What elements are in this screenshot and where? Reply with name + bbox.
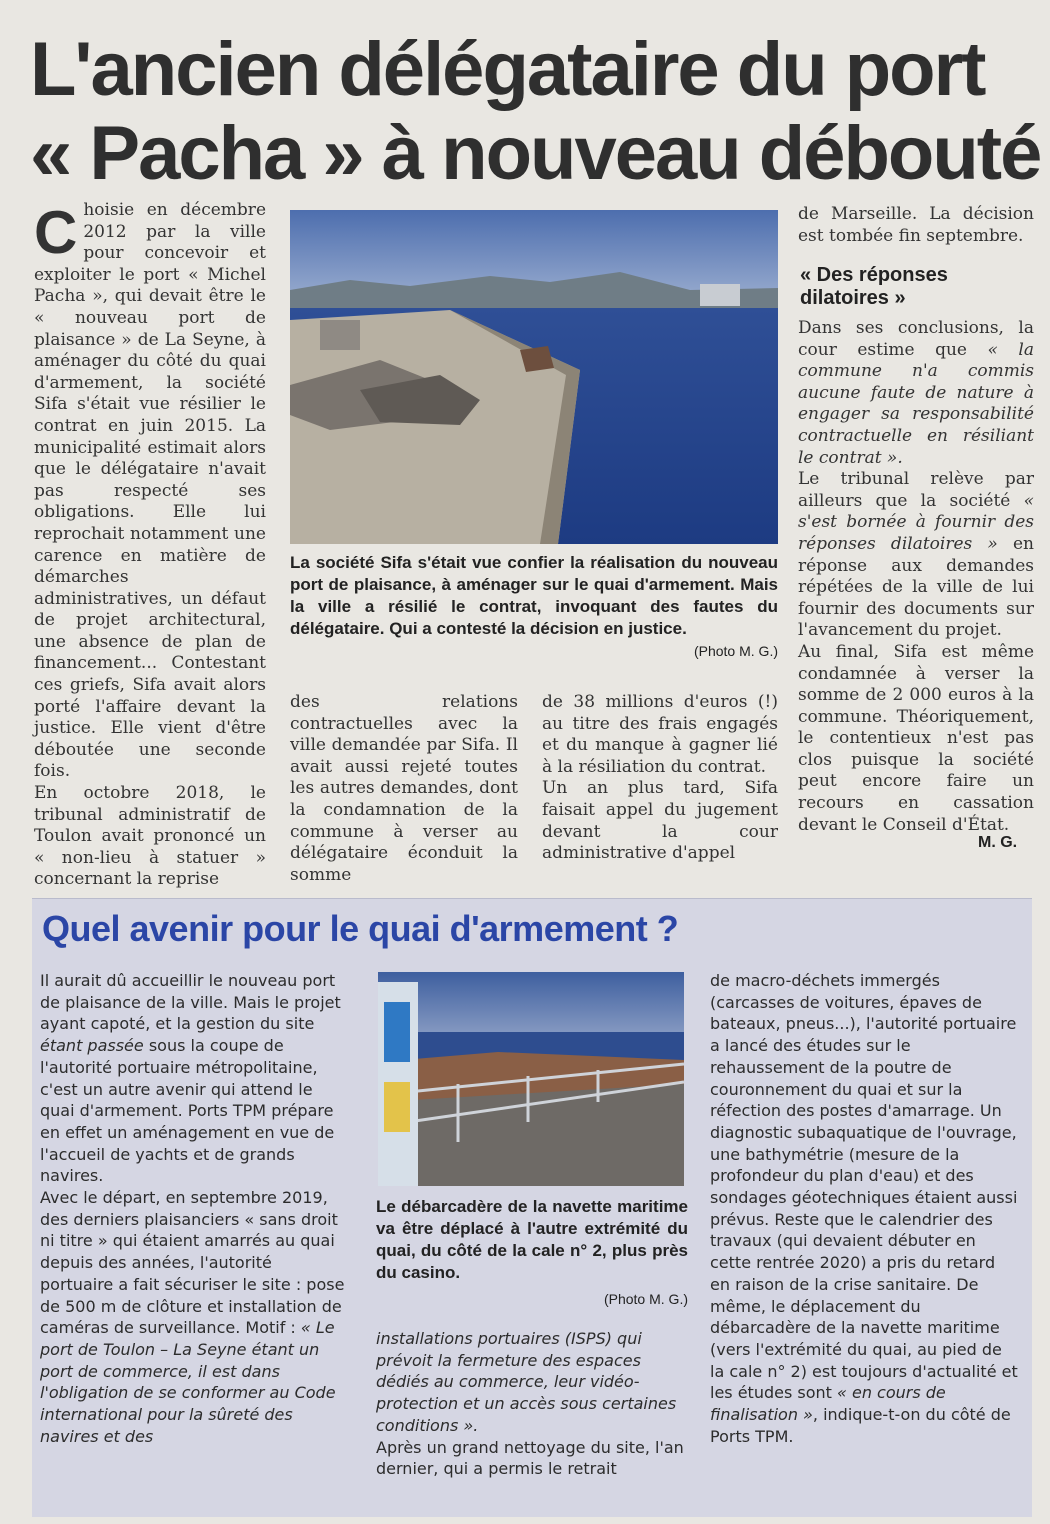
text-run: Il aurait dû accueillir le nouveau port de plaisance de la ville. Mais le projet ayant capoté, et la gestion du site [40,971,341,1034]
text-run: , indique-t-on du côté de Ports TPM. [710,1405,1011,1446]
article-paragraph: de Marseille. La décision est tombée fin septembre. [798,204,1034,246]
italic-run: étant passée [40,1036,144,1056]
box-paragraph [710,970,1018,1447]
quote-run: « en cours de finalisation » [710,1383,946,1425]
text-run: de macro-déchets immergés (carcasses de voitures, épaves de bateaux, pneus...), l'autorité portuaire a lancé des études sur le rehaussement de la poutre de couronnement du quai et sur la réfection des postes d'amarrage. Un diagnostic subaquatique de l'ouvrage, une bathymétrie (mesure de la profondeur du plan d'eau) et des sondages géotechniques étaient aussi prévus. Reste que le calendrier des travaux (qui devaient débuter en cette rentrée 2020) a pris du retard en raison de la crise sanitaire. De même, le déplacement du débarcadère de la navette maritime (vers l'extrémité du quai, au pied de la cale n° 2) est toujours d'actualité et les études sont [710,971,1018,1403]
article-column-3 [542,692,778,865]
quote-run: « la commune n'a commis aucune faute de nature à engager sa responsabilité contractuelle en résiliant le contrat ». [798,339,1034,468]
text-run: sous la coupe de l'autorité portuaire métropolitaine, c'est un autre avenir qui attend le quai d'armement. Ports TPM prépare en effet un aménagement en vue de l'accueil de yachts et de grands navires. [40,1036,335,1186]
caption-text: La société Sifa s'était vue confier la réalisation du nouveau port de plaisance, à aménager sur le quai d'armement. Mais la ville a résilié le contrat, invoquant des fautes du délégataire. Qui a contesté la décision en justice. [290,553,778,638]
text-run: en réponse aux demandes répétées de la ville de lui fournir des documents sur l'avancement du projet. [798,533,1034,641]
article-paragraph: Au final, Sifa est même condamnée à verser la somme de 2 000 euros à la commune. Théoriquement, le contentieux n'est pas clos puisque la société peut encore faire un recours en cassation devant le Conseil d'État. [798,641,1034,835]
text-run: Dans ses conclusions, la cour estime que [798,318,1034,360]
article-subhead: « Des réponses dilatoires » [800,264,948,309]
article-paragraph: hoisie en décembre 2012 par la ville pour concevoir et exploiter le port « Michel Pacha », qui devait être le « nouveau port de plaisance » de La Seyne, à aménager du côté du quai d'armement, la société Sifa s'était vue résilier le contrat en juin 2015. La municipalité estimait alors que le délégataire n'avait pas respecté ses obligations. Elle lui reprochait notamment une carence en matière de démarches administratives, un défaut de projet architectural, une absence de plan de financement... Contestant ces griefs, Sifa avait alors porté l'affaire devant la justice. Elle vient d'être déboutée une seconde fois. [34,200,266,782]
landing-stage-photo-image [378,972,684,1186]
article-paragraph: Un an plus tard, Sifa faisait appel du jugement devant la cour administrative d'appel [542,778,778,864]
article-column-4 [798,204,1034,247]
drop-cap: C [34,199,78,266]
box-column-1 [40,970,350,1447]
article-paragraph: En octobre 2018, le tribunal administratif de Toulon avait prononcé un « non-lieu à statuer » concernant la reprise [34,783,266,890]
article-column-2 [290,692,518,886]
quote-run: « s'est bornée à fournir des réponses dilatoires » [798,490,1034,554]
box-paragraph: installations portuaires (ISPS) qui prévoit la fermeture des espaces dédiés au commerce, leur vidéo-protection et un accès sous certaines conditions ». [376,1329,677,1435]
text-run: Le tribunal relève par ailleurs que la société [798,469,1034,511]
landing-stage-photo [378,972,684,1186]
box-column-2 [376,1328,688,1480]
photo-credit: (Photo M. G.) [598,1288,688,1310]
quote-run: « Le port de Toulon – La Seyne étant un port de commerce, il est dans l'obligation de se conformer au Code international pour la sûreté des navires et des [40,1318,336,1446]
box-paragraph [40,1187,350,1447]
box-title: Quel avenir pour le quai d'armement ? [42,908,679,949]
headline-line-2: « Pacha » à nouveau débouté [30,111,1041,196]
article-paragraph [798,318,1034,469]
quay-photo-image [290,210,778,544]
photo-caption [290,552,778,662]
article-paragraph: des relations contractuelles avec la ville demandée par Sifa. Il avait aussi rejeté toutes les autres demandes, dont la condamnation de la commune à verser au délégataire éconduit la somme [290,692,518,885]
caption-text: Le débarcadère de la navette maritime va être déplacé à l'autre extrémité du quai, du côté de la cale n° 2, plus près du casino. [376,1197,688,1282]
headline-line-1: L'ancien délégataire du port [30,27,985,112]
box-paragraph [40,970,350,1187]
text-run: Avec le départ, en septembre 2019, des derniers plaisanciers « sans droit ni titre » qui étaient amarrés au quai depuis des années, l'autorité portuaire a fait sécuriser le site : pose de 500 m de clôture et installation de caméras de surveillance. Motif : [40,1188,345,1338]
article-paragraph [798,469,1034,642]
quay-photo [290,210,778,544]
box-photo-caption [376,1196,688,1310]
article-column-4-body [798,318,1034,836]
article-paragraph: de 38 millions d'euros (!) au titre des frais engagés et du manque à gagner lié à la résiliation du contrat. [542,692,778,777]
article-column-1 [34,200,266,891]
author-signature: M. G. [978,834,1018,851]
box-column-3 [710,970,1018,1447]
box-paragraph: Après un grand nettoyage du site, l'an dernier, qui a permis le retrait [376,1437,684,1479]
photo-credit: (Photo M. G.) [688,640,778,662]
